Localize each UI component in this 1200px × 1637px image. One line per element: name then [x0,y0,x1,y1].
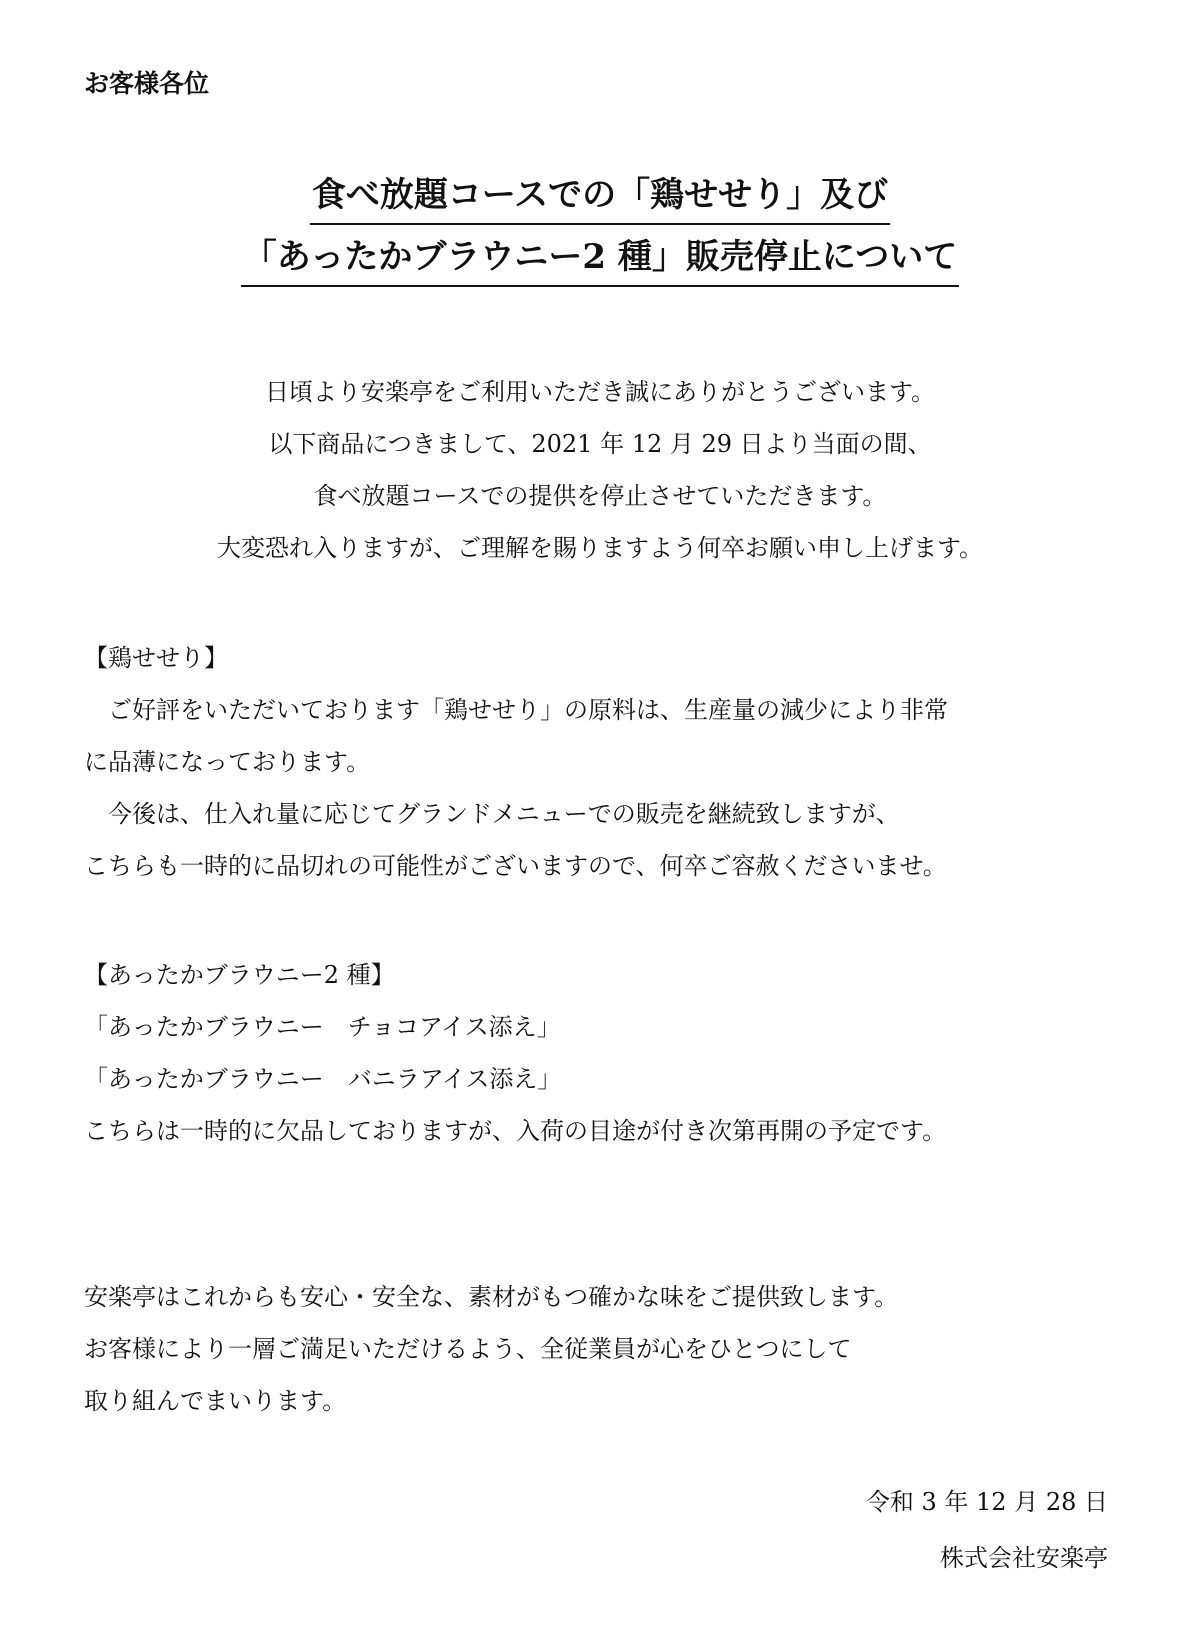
title-line-2 [0,230,1200,292]
intro-line: 以下商品につきまして、2021 年 12 月 29 日より当面の間、 [268,430,932,458]
section-line: こちらも一時的に品切れの可能性がございますので、何卒ご容赦くださいませ。 [84,852,947,880]
intro-line: 大変恐れ入りますが、ご理解を賜りますよう何卒お願い申し上げます。 [216,534,984,562]
section-line: 「あったかブラウニー チョコアイス添え」 [84,1013,561,1041]
section-heading: 【鶏せせり】 [84,644,228,672]
closing-paragraph [84,1277,1124,1433]
document-title [0,168,1200,292]
section-line: 今後は、仕入れ量に応じてグランドメニューでの販売を継続致しますが、 [84,800,900,828]
section-line: に品薄になっております。 [84,748,371,776]
intro-line: 食べ放題コースでの提供を停止させていただきます。 [313,482,887,510]
intro-line: 日頃より安楽亭をご利用いただき誠にありがとうございます。 [264,378,936,406]
section-line: 「あったかブラウニー バニラアイス添え」 [84,1065,562,1093]
closing-line: お客様により一層ご満足いただけるよう、全従業員が心をひとつにして [84,1335,852,1363]
section-line: こちらは一時的に欠品しておりますが、入荷の目途が付き次第再開の予定です。 [84,1117,947,1145]
title-line-1 [0,168,1200,230]
title-line-1-text: 食べ放題コースでの「鶏せせり」及び [310,169,890,225]
section-line: ご好評をいただいております「鶏せせり」の原料は、生産量の減少により非常 [84,696,948,724]
signature-date: 令和 3 年 12 月 28 日 [865,1488,1108,1516]
addressee: お客様各位 [84,69,210,98]
signature-block [866,1482,1108,1594]
section-chicken-seseri [84,638,1124,898]
closing-line: 安楽亭はこれからも安心・安全な、素材がもつ確かな味をご提供致します。 [84,1283,899,1311]
signature-company: 株式会社安楽亭 [940,1544,1108,1572]
section-heading: 【あったかブラウニー2 種】 [84,961,395,989]
title-line-2-text: 「あったかブラウニー2 種」販売停止について [241,231,959,287]
section-brownie [84,955,1124,1163]
closing-line: 取り組んでまいります。 [84,1387,347,1415]
intro-paragraph [0,372,1200,580]
